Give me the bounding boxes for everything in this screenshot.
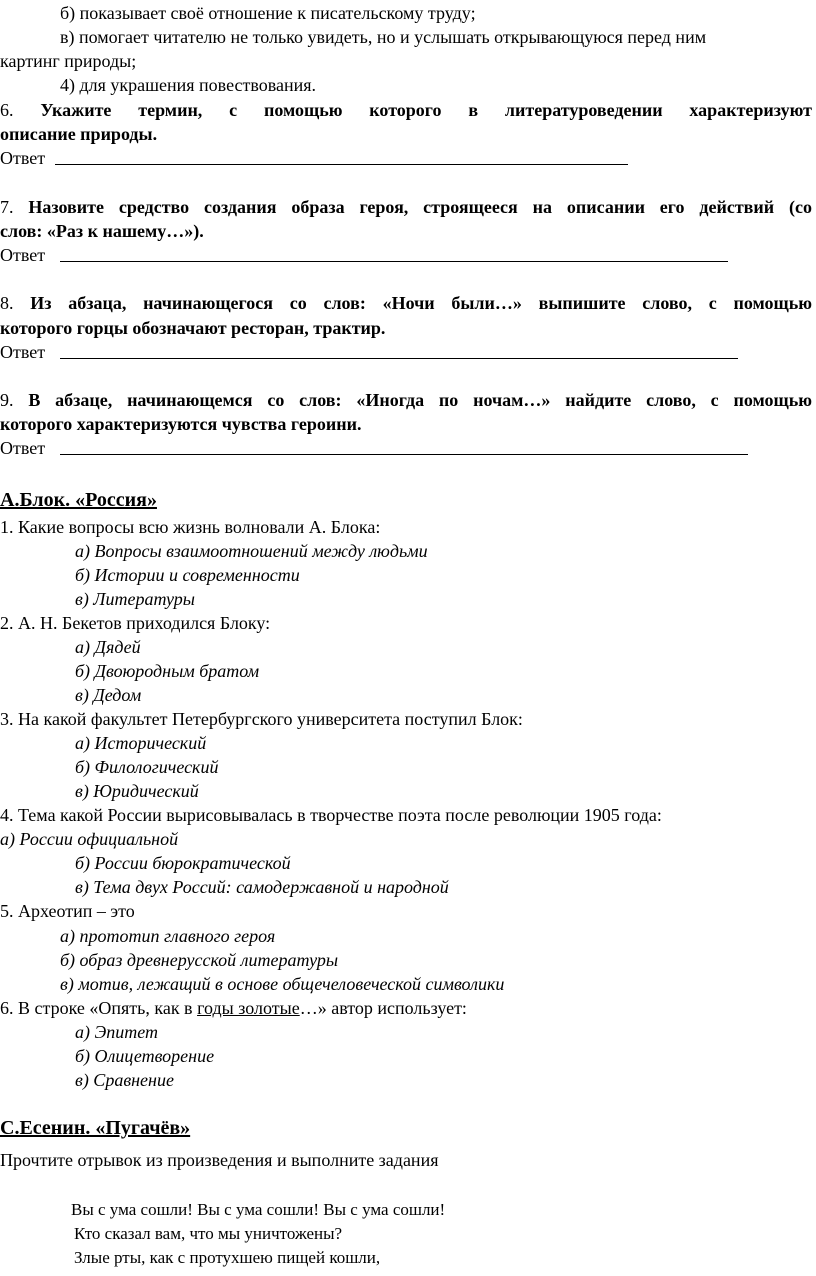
blok-q4-option-b: б) России бюрократической [75, 853, 291, 873]
question-8-number: 8. [0, 293, 14, 313]
answer-label-8: Ответ [0, 342, 46, 362]
question-8-line1 [0, 291, 812, 315]
poem-line-3: Злые рты, как с протухшею пищей кошли, [74, 1248, 381, 1267]
question-9-line1 [0, 388, 812, 412]
question-9-line2: которого характеризуются чувства героини. [0, 414, 362, 434]
blok-q6-option-v: в) Сравнение [75, 1070, 174, 1090]
question-9-text: В абзаце, начинающемся со слов: «Иногда по ночам…» найдите слово, с помощью [28, 390, 812, 410]
blok-question-6 [0, 996, 467, 1020]
esenin-instruction: Прочтите отрывок из произведения и выполните задания [0, 1150, 439, 1170]
option-v-line2: картинг природы; [0, 51, 137, 71]
question-7-line1 [0, 195, 812, 219]
section-heading-blok: А.Блок. «Россия» [0, 489, 157, 511]
blok-q6-option-a: а) Эпитет [75, 1022, 159, 1042]
blok-q4-option-a: а) России официальной [0, 829, 179, 849]
question-6-number: 6. [0, 100, 14, 120]
blok-q4-option-v: в) Тема двух Россий: самодержавной и народной [75, 877, 449, 897]
question-7-line2: слов: «Раз к нашему…»). [0, 221, 204, 241]
blok-q3-option-v: в) Юридический [75, 781, 199, 801]
section-heading-esenin: С.Есенин. «Пугачёв» [0, 1117, 191, 1139]
answer-label-6: Ответ [0, 148, 46, 168]
question-9-number: 9. [0, 390, 14, 410]
answer-label-7: Ответ [0, 245, 46, 265]
question-6-text: Укажите термин, с помощью которого в литературоведении характеризуют [40, 100, 812, 120]
answer-line-9[interactable] [60, 454, 748, 455]
blok-q6-underlined-phrase: годы золотые [197, 998, 300, 1018]
blok-q6-prefix: 6. В строке «Опять, как в [0, 998, 198, 1018]
blok-question-4: 4. Тема какой России вырисовывалась в творчестве поэта после революции 1905 года: [0, 805, 662, 825]
answer-line-6[interactable] [55, 164, 628, 165]
blok-question-5: 5. Археотип – это [0, 901, 135, 921]
blok-q5-option-a: а) прототип главного героя [60, 926, 276, 946]
blok-q3-option-a: а) Исторический [75, 733, 207, 753]
poem-line-1: Вы с ума сошли! Вы с ума сошли! Вы с ума сошли! [71, 1200, 446, 1219]
blok-question-2: 2. А. Н. Бекетов приходился Блоку: [0, 613, 271, 633]
poem-line-2: Кто сказал вам, что мы уничтожены? [74, 1224, 343, 1243]
blok-q2-option-b: б) Двоюродным братом [75, 661, 260, 681]
answer-line-7[interactable] [60, 261, 728, 262]
blok-question-1: 1. Какие вопросы всю жизнь волновали А. Блока: [0, 517, 381, 537]
blok-q6-suffix: …» автор использует: [299, 998, 467, 1018]
blok-q5-option-b: б) образ древнерусской литературы [60, 950, 339, 970]
question-7-text: Назовите средство создания образа героя, строящееся на описании его действий (со [28, 197, 813, 217]
blok-q1-option-a: а) Вопросы взаимоотношений между людьми [75, 541, 428, 561]
option-v-line1: в) помогает читателю не только увидеть, но и услышать открывающуюся перед ним [60, 27, 707, 47]
blok-q3-option-b: б) Филологический [75, 757, 219, 777]
blok-q1-option-v: в) Литературы [75, 589, 195, 609]
blok-q2-option-v: в) Дедом [75, 685, 142, 705]
answer-line-8[interactable] [60, 358, 738, 359]
blok-q1-option-b: б) Истории и современности [75, 565, 300, 585]
answer-label-9: Ответ [0, 438, 46, 458]
option-4: 4) для украшения повествования. [60, 75, 317, 95]
question-6-line1 [0, 98, 812, 122]
blok-q2-option-a: а) Дядей [75, 637, 141, 657]
blok-q5-option-v: в) мотив, лежащий в основе общечеловеческой символики [60, 974, 505, 994]
blok-q6-option-b: б) Олицетворение [75, 1046, 215, 1066]
question-8-text: Из абзаца, начинающегося со слов: «Ночи были…» выпишите слово, с помощью [30, 293, 813, 313]
option-b: б) показывает своё отношение к писательскому труду; [60, 3, 476, 23]
question-8-line2: которого горцы обозначают ресторан, трактир. [0, 318, 386, 338]
question-6-line2: описание природы. [0, 124, 158, 144]
blok-question-3: 3. На какой факультет Петербургского университета поступил Блок: [0, 709, 523, 729]
question-7-number: 7. [0, 197, 14, 217]
